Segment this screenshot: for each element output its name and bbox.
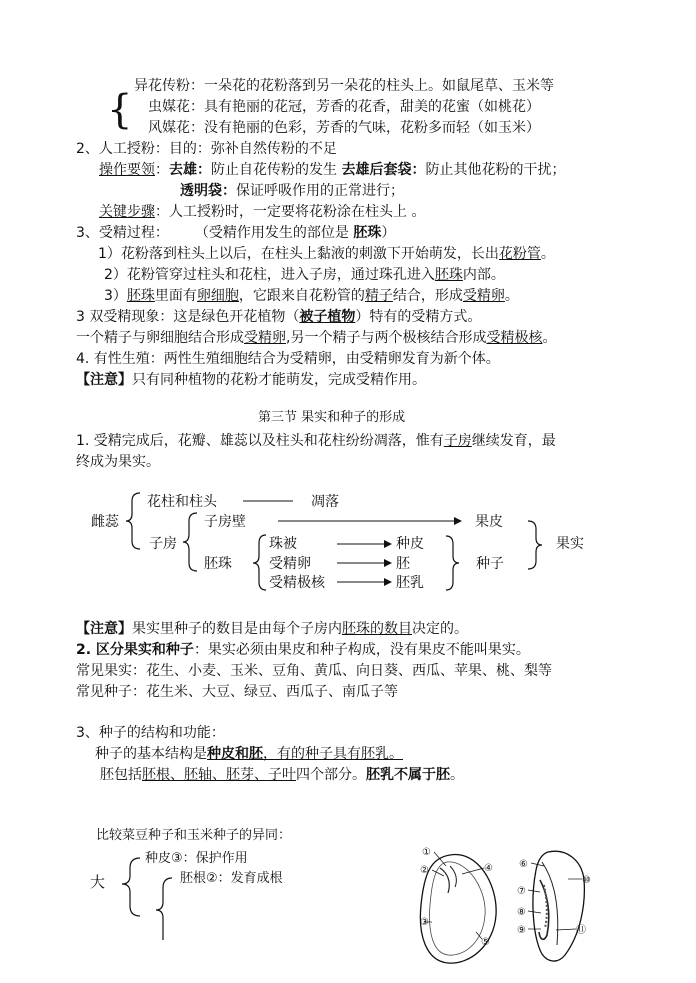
period: 。: [504, 288, 519, 304]
seed-coat-label: 种皮: [396, 536, 424, 552]
step-1-text: 1）花粉落到柱头上以后，在柱头上黏液的刺激下开始萌发，长出: [98, 246, 499, 262]
corn-label-10: ⑩: [582, 875, 591, 886]
fertilized-polar-label: 受精极核: [269, 575, 325, 591]
double-fertilization-text: 3 双受精现象：这是绿色开花植物（: [76, 309, 300, 325]
ovule-term: 胚珠: [434, 267, 463, 283]
close-paren: ）: [381, 225, 396, 241]
embryo-label: 胚: [396, 556, 410, 572]
fruit-formation-cont: 继续发育，最: [471, 433, 556, 449]
note-label: 【注意】: [76, 372, 132, 388]
zygote-term-2: 受精卵: [244, 330, 286, 346]
note-text: 果实里种子的数目是由每个子房内: [132, 621, 342, 637]
pistil-label: 雌蕊: [91, 514, 119, 530]
fertilization-site-text: （受精作用发生的部位是: [194, 225, 354, 241]
sexual-reproduction-line: 4. 有性生殖：两性生殖细胞结合为受精卵，由受精卵发育为新个体。: [76, 351, 500, 367]
zygote-term: 受精卵: [462, 288, 505, 304]
fruit-formation-line-2: 终成为果实。: [76, 454, 160, 470]
distinguish-label: 2. 区分果实和种子: [76, 642, 194, 658]
bagging-label: 去雄后套袋：: [341, 162, 426, 178]
ovary-term: 子房: [443, 433, 472, 449]
zygote-label: 受精卵: [269, 556, 311, 572]
note-text: 只有同种植物的花粉才能萌发，完成受精作用。: [132, 372, 426, 388]
brace-pollination-types: {: [107, 87, 133, 133]
step-2-end: 内部。: [462, 267, 505, 283]
bagging-text: 防止其他花粉的干扰；: [425, 162, 566, 178]
artificial-pollination-heading: 2、人工授粉：目的：弥补自然传粉的不足: [76, 141, 337, 157]
four-parts-text: 四个部分。: [296, 767, 366, 783]
radicle-function: 胚根②：发育成根: [180, 871, 283, 886]
fertilization-process-label: 3、受精过程：: [76, 225, 169, 241]
corn-label-6: ⑥: [519, 859, 528, 870]
key-steps-text: ：人工授粉时，一定要将花粉涂在柱头上 。: [155, 204, 426, 220]
bean-label-5: ⑤: [481, 937, 490, 948]
ovary-wall-label: 子房壁: [204, 514, 246, 530]
combines-text: ，它跟来自花粉管的: [238, 288, 365, 304]
note-end: 决定的。: [412, 621, 468, 637]
period: 。: [450, 767, 464, 783]
corn-label-7: ⑦: [517, 886, 526, 897]
pericarp-label: 果皮: [475, 514, 503, 530]
colon: ：: [155, 162, 169, 178]
fertilized-polar-term: 受精极核: [486, 330, 543, 346]
style-and-stigma: 花柱和柱头: [147, 494, 217, 510]
ovule-label: 胚珠: [204, 556, 232, 572]
distinguish-text: ：果实必须由果皮和种子构成，没有果皮不能叫果实。: [193, 642, 530, 658]
endosperm-note: ，有的种子具有胚乳。: [263, 746, 403, 762]
bean-label-1: ①: [422, 847, 431, 858]
ovule-bold: 胚珠: [353, 225, 382, 241]
wither-label: 凋落: [311, 494, 339, 510]
polar-nuclei-text: ,另一个精子与两个极核结合形成: [286, 330, 487, 346]
double-fertilization-end: ）特有的受精方式。: [355, 309, 482, 325]
corn-label-8: ⑧: [517, 907, 526, 918]
step-3-number: 3）: [104, 288, 127, 304]
seed-coat-function: 种皮③：保护作用: [145, 851, 248, 866]
endosperm-label: 胚乳: [396, 575, 424, 591]
key-steps-label: 关键步骤: [99, 204, 155, 220]
operation-essentials-label: 操作要领: [99, 162, 155, 178]
comparison-heading: 比较菜豆种子和玉米种子的异同：: [96, 828, 292, 843]
egg-cell-term: 卵细胞: [196, 288, 239, 304]
seed-structure-heading: 3、种子的结构和功能：: [76, 725, 225, 741]
wind-pollinated-line: 风媒花：没有艳丽的色彩，芳香的气味，花粉多而轻（如玉米）: [148, 120, 540, 136]
basic-structure-text: 种子的基本结构是: [95, 746, 207, 762]
transparent-bag-text: 保证呼吸作用的正常进行；: [236, 183, 404, 199]
period: 。: [542, 330, 557, 346]
bean-label-2: ②: [420, 865, 429, 876]
corn-label-9: ⑨: [517, 925, 526, 936]
forms-text: 结合，形成: [392, 288, 463, 304]
ovary-label: 子房: [149, 536, 177, 552]
common-fruits-line: 常见果实：花生、小麦、玉米、豆角、黄瓜、向日葵、西瓜、苹果、桃、梨等: [76, 663, 552, 679]
seed-label: 种子: [476, 556, 504, 572]
coat-embryo-term: 种皮和胚: [207, 746, 263, 762]
embryo-includes-text: 胚包括: [100, 767, 142, 783]
insect-pollinated-line: 虫媒花：具有艳丽的花冠，芳香的花香，甜美的花蜜（如桃花）: [148, 99, 540, 115]
angiosperm-term: 被子植物: [299, 309, 356, 325]
embryo-parts-term: 胚根、胚轴、胚芽、子叶: [142, 767, 296, 783]
section-title: 第三节 果实和种子的形成: [258, 410, 406, 425]
fruit-formation-text: 1. 受精完成后，花瓣、雄蕊以及柱头和花柱纷纷凋落，惟有: [76, 433, 444, 449]
cross-pollination-line: 异花传粉：一朵花的花粉落到另一朵花的柱头上。如鼠尾草、玉米等: [134, 78, 554, 94]
bean-label-3: ③: [420, 917, 429, 928]
pollen-tube-term: 花粉管: [498, 246, 541, 262]
ovule-count-term: 胚珠的数目: [342, 621, 412, 637]
integument-label: 珠被: [269, 536, 297, 552]
note-label: 【注意】: [76, 621, 132, 637]
bean-label-4: ④: [484, 863, 493, 874]
common-seeds-line: 常见种子：花生米、大豆、绿豆、西瓜子、南瓜子等: [76, 684, 398, 700]
transparent-bag-label: 透明袋：: [180, 183, 236, 199]
period: 。: [540, 246, 555, 262]
sperm-egg-text: 一个精子与卵细胞结合形成: [76, 330, 244, 346]
fruit-label: 果实: [556, 536, 584, 552]
step-2-text: 2）花粉管穿过柱头和花柱，进入子房，通过珠孔进入: [104, 267, 435, 283]
emasculation-label: 去雄：: [169, 162, 211, 178]
emasculation-text: 防止自花传粉的发生: [211, 162, 342, 178]
ovule-term-2: 胚珠: [126, 288, 155, 304]
sperm-term: 精子: [364, 288, 393, 304]
big-label: 大: [90, 873, 106, 891]
has-text: 里面有: [154, 288, 197, 304]
corn-label-11: ⑪: [576, 925, 586, 936]
endosperm-not-embryo: 胚乳不属于胚: [366, 767, 450, 783]
